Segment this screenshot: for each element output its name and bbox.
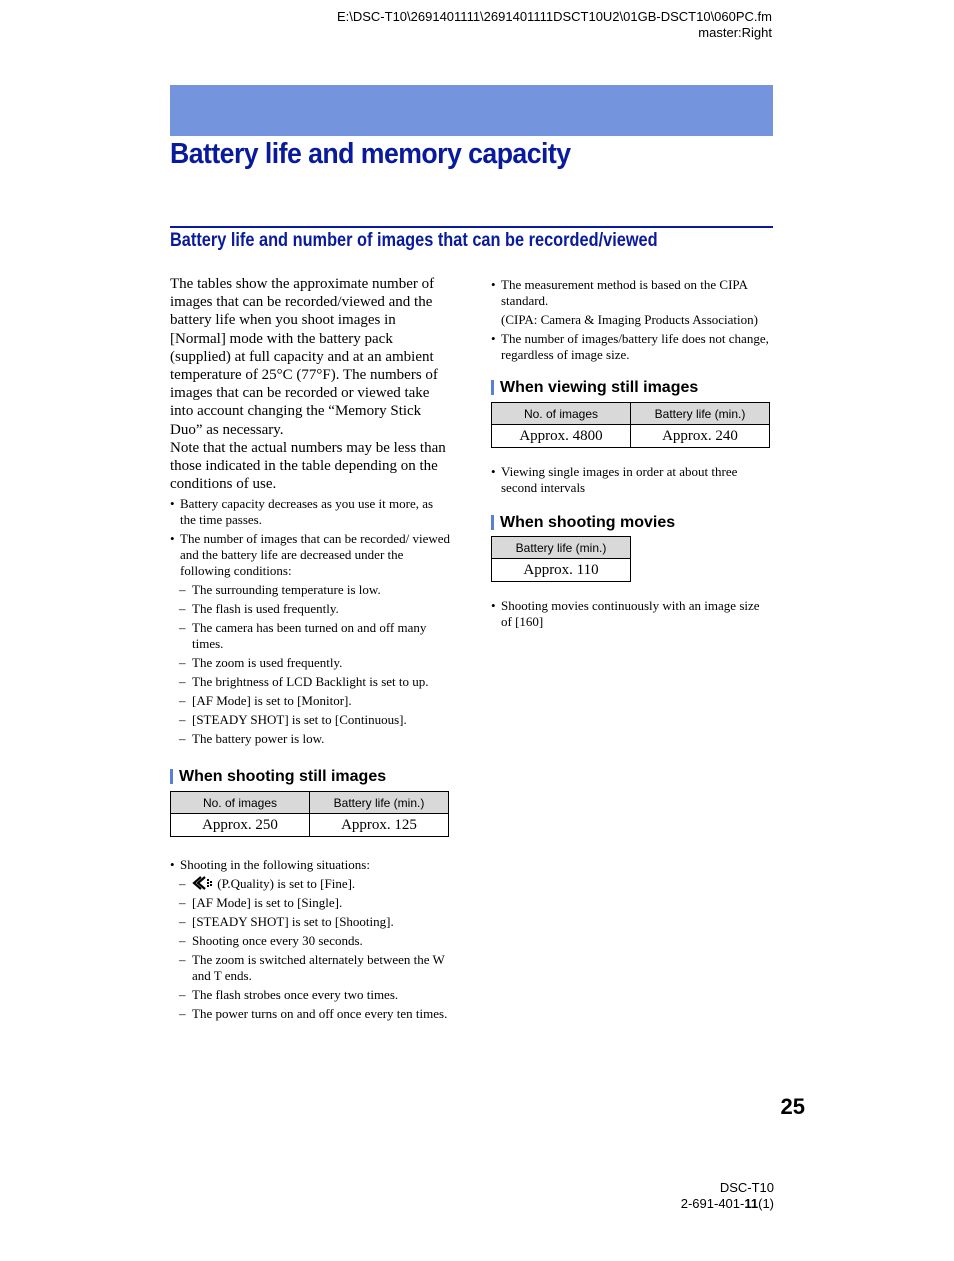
viewing-table: [491, 402, 770, 448]
bullet-capacity: • Battery capacity decreases as you use it more, as the time passes.: [170, 496, 452, 528]
viewing-heading: When viewing still images: [491, 378, 773, 398]
table-header: No. of images: [171, 792, 310, 814]
bullet-viewing: • Viewing single images in order at about three second intervals: [491, 464, 773, 496]
situation-item: – (P.Quality) is set to [Fine].: [170, 876, 452, 892]
table-header: Battery life (min.): [492, 537, 631, 559]
title-band: [170, 85, 773, 136]
table-cell: Approx. 125: [310, 814, 449, 837]
still-images-table: [170, 791, 449, 837]
condition-item: – [AF Mode] is set to [Monitor].: [170, 693, 452, 709]
situation-item: – The zoom is switched alternately between the W and T ends.: [170, 952, 452, 984]
bullet-situations: • Shooting in the following situations: – (P.Quality) is set to [Fine]. – [AF Mode] is set to [Single]. – [STEADY SHOT] is set to [Shooting]. – Shooting once every 30 seconds. – The zoom is switched alternately between the W and T ends. – The flash strobes once every two times. – The power turns on and off once every ten times.: [170, 857, 452, 1022]
bullet-movies: • Shooting movies continuously with an image size of [160]: [491, 598, 773, 630]
conditions-list: [180, 582, 452, 747]
viewing-notes: [491, 464, 773, 496]
model-name: DSC-T10: [719, 1180, 774, 1195]
situation-item: – [STEADY SHOT] is set to [Shooting].: [170, 914, 452, 930]
table-cell: Approx. 4800: [492, 425, 631, 448]
cipa-subnote: (CIPA: Camera & Imaging Products Association): [501, 312, 758, 327]
situation-item: – The power turns on and off once every ten times.: [170, 1006, 452, 1022]
table-header: Battery life (min.): [631, 403, 770, 425]
bullet-image-size: • The number of images/battery life does not change, regardless of image size.: [491, 331, 773, 363]
still-images-heading: When shooting still images: [170, 767, 452, 787]
situation-item: – [AF Mode] is set to [Single].: [170, 895, 452, 911]
table-cell: Approx. 250: [171, 814, 310, 837]
bullet-conditions: • The number of images that can be recorded/ viewed and the battery life are decreased under the following conditions: – The surrounding temperature is low. – The flash is used frequently. – The camera has been turned on and off many times. – The zoom is used frequently. – The brightness of LCD Backlight is set to up. – [AF Mode] is set to [Monitor]. – [STEADY SHOT] is set to [Continuous]. – The battery power is low.: [170, 531, 452, 747]
bullet-cipa: • The measurement method is based on the CIPA standard. (CIPA: Camera & Imaging Products Association): [491, 277, 773, 328]
condition-item: – [STEADY SHOT] is set to [Continuous].: [170, 712, 452, 728]
condition-item: – The flash is used frequently.: [170, 601, 452, 617]
condition-item: – The zoom is used frequently.: [170, 655, 452, 671]
master-label: master:Right: [698, 25, 772, 40]
table-cell: Approx. 240: [631, 425, 770, 448]
measurement-notes: [491, 277, 773, 363]
file-path: E:\DSC-T10\2691401111\2691401111DSCT10U2\01GB-DSCT10\060PC.fm: [336, 9, 772, 24]
situation-item: – Shooting once every 30 seconds.: [170, 933, 452, 949]
table-header: No. of images: [492, 403, 631, 425]
left-column: [170, 275, 452, 1022]
table-header: Battery life (min.): [310, 792, 449, 814]
section-divider: [170, 226, 773, 228]
situations-list: [180, 876, 452, 1022]
movies-table: [491, 536, 631, 582]
movies-heading: When shooting movies: [491, 513, 773, 533]
page-title: Battery life and memory capacity: [170, 138, 571, 170]
picture-quality-icon: [192, 876, 214, 890]
table-cell: Approx. 110: [492, 559, 631, 582]
movies-notes: [491, 598, 773, 630]
condition-item: – The surrounding temperature is low.: [170, 582, 452, 598]
condition-item: – The camera has been turned on and off many times.: [170, 620, 452, 652]
condition-item: – The brightness of LCD Backlight is set to up.: [170, 674, 452, 690]
section-title: Battery life and number of images that can be recorded/viewed: [170, 230, 658, 251]
right-column: [491, 275, 773, 630]
situation-item: – The flash strobes once every two times.: [170, 987, 452, 1003]
intro-bullets: [170, 496, 452, 747]
still-images-notes: [170, 857, 452, 1022]
intro-paragraph: The tables show the approximate number of images that can be recorded/viewed and the battery life when you shoot images in [Normal] mode with the battery pack (supplied) at full capacity and at an ambient temperature of 25°C (77°F). The numbers of images that can be recorded or viewed take into account changing the “Memory Stick Duo” as necessary.: [170, 276, 438, 438]
file-path-header: [337, 9, 772, 41]
condition-item: – The battery power is low.: [170, 731, 452, 747]
intro-note: Note that the actual numbers may be less than those indicated in the table depending on the conditions of use.: [170, 439, 446, 493]
part-number: 2-691-401-11(1): [680, 1196, 774, 1211]
page-number: 25: [780, 1094, 805, 1119]
footer: [681, 1180, 774, 1212]
